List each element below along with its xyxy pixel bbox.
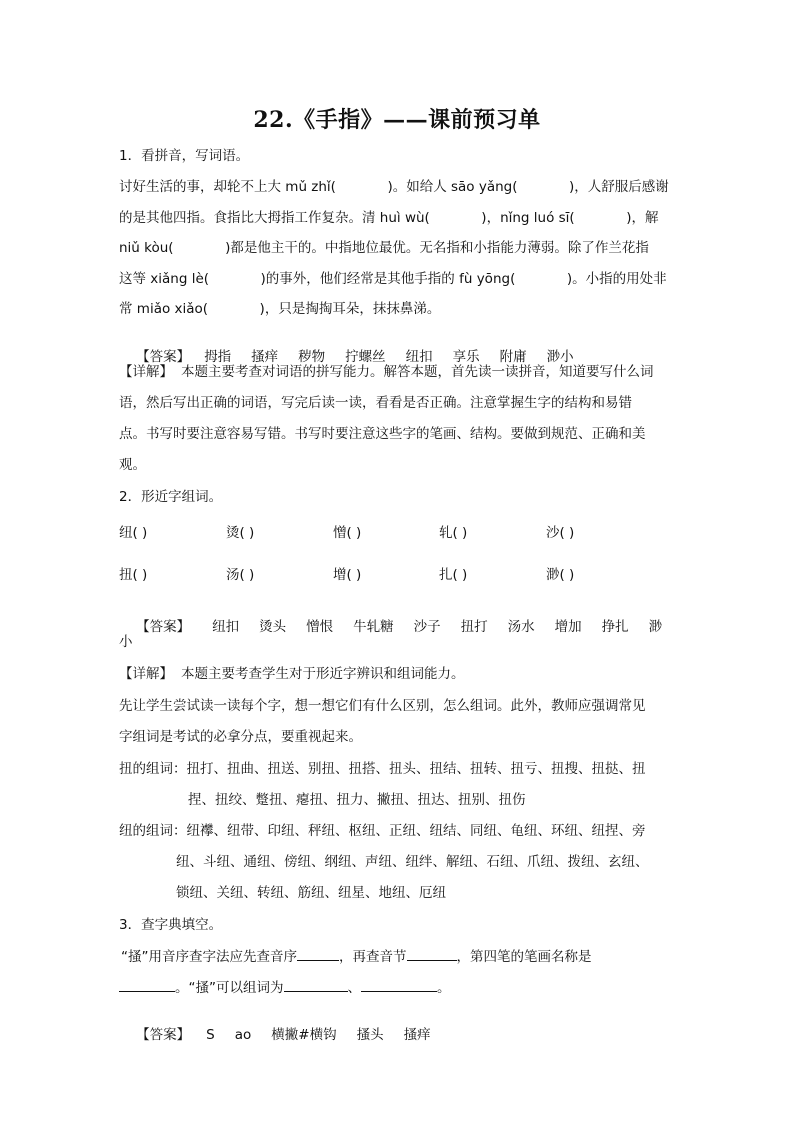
niu-group-line-2: 捏、扭绞、蹩扭、瘪扭、扭力、撇扭、扭达、扭别、扭伤	[188, 792, 526, 808]
answer-item: 纽扣	[212, 619, 240, 635]
q1-detail-line-3: 点。书写时要注意容易写错。书写时要注意这些字的笔画、结构。要做到规范、正确和美	[119, 426, 646, 442]
answer-item: 沙子	[413, 619, 441, 635]
answer-item: 渺	[648, 619, 663, 635]
answer-item: 横撇#横钩	[271, 1027, 337, 1043]
answer-item: 挣扎	[601, 619, 629, 635]
answer-item: 附庸	[499, 349, 527, 365]
blank-underline	[297, 948, 339, 961]
word-group-cell: 扎( )	[439, 567, 468, 583]
q1-line-1: 讨好生活的事，却轮不上大 mǔ zhǐ( )。如给人 sāo yǎng( )，人舒服后感谢	[119, 179, 669, 195]
answer-item: 搔头	[356, 1027, 384, 1043]
word-group-cell: 渺( )	[546, 567, 575, 583]
q3-answer-row	[119, 1011, 451, 1059]
detail-text: 本题主要考查对词语的拼写能力。解答本题，首先读一读拼音，知道要写什么词	[181, 364, 654, 380]
q3-text: 、	[347, 980, 361, 996]
answer-tag: 【答案】	[136, 1027, 191, 1043]
answer-item: 秽物	[298, 349, 326, 365]
q3-text: 。	[437, 980, 451, 996]
answer-item: 增加	[554, 619, 582, 635]
niu-group-label: 扭的组词：	[119, 761, 187, 777]
answer-item: S	[206, 1027, 215, 1043]
word-group-cell: 纽( )	[119, 525, 148, 541]
q2-para-line-1: 先让学生尝试读一读每个字，想一想它们有什么区别，怎么组词。此外，教师应强调常见	[119, 698, 646, 714]
blank-underline	[284, 979, 348, 992]
answer-item: 烫头	[259, 619, 287, 635]
word-group-cell: 轧( )	[439, 525, 468, 541]
niu-group-text: 扭打、扭曲、扭送、别扭、扭搭、扭头、扭结、扭转、扭亏、扭搜、扭挞、扭	[186, 761, 646, 777]
q1-line-3: niǔ kòu( )都是他主干的。中指地位最优。无名指和小指能力薄弱。除了作兰花指	[119, 240, 649, 256]
q3-line-1	[121, 948, 592, 965]
q3-line-2	[119, 979, 451, 996]
page-title: 22.《手指》——课前预习单	[253, 107, 541, 133]
word-group-cell: 汤( )	[226, 567, 255, 583]
q1-detail-line-4: 观。	[119, 457, 146, 473]
word-group-cell: 增( )	[333, 567, 362, 583]
word-group-cell: 扭( )	[119, 567, 148, 583]
q1-line-2: 的是其他四指。食指比大拇指工作复杂。清 huì wù( )，nǐng luó sī( )，解	[119, 210, 659, 226]
answer-item: 拇指	[204, 349, 232, 365]
answer-item: 汤水	[507, 619, 535, 635]
detail-tag: 【详解】	[119, 666, 173, 682]
detail-text: 本题主要考查学生对于形近字辨识和组词能力。	[181, 666, 465, 682]
word-group-cell: 烫( )	[226, 525, 255, 541]
answer-tag: 【答案】	[136, 619, 191, 635]
answer-tag: 【答案】	[136, 349, 191, 365]
q2-answer-row	[119, 603, 662, 651]
answer-item: 搔痒	[403, 1027, 431, 1043]
answer-item: 扭打	[460, 619, 488, 635]
niu2-group-line-1	[119, 823, 646, 839]
answer-item: 渺小	[546, 349, 574, 365]
q1-line-4: 这等 xiǎng lè( )的事外，他们经常是其他手指的 fù yōng( )。小指的用处非	[119, 271, 667, 287]
answer-item: 搔痒	[251, 349, 279, 365]
q2-detail-line	[119, 666, 465, 682]
blank-underline	[361, 979, 437, 992]
q3-text: “搔”用音序查字法应先查音序	[121, 949, 297, 965]
niu-group-line-1	[119, 761, 646, 777]
niu2-group-text: 纽襻、纽带、印纽、秤纽、枢纽、正纽、纽结、同纽、龟纽、环纽、纽捏、旁	[186, 823, 646, 839]
q1-detail-line-1	[119, 364, 654, 380]
q2-para-line-2: 字组词是考试的必拿分点，要重视起来。	[119, 729, 362, 745]
q3-text: 。“搔”可以组词为	[175, 980, 284, 996]
niu2-group-line-3: 锁纽、关纽、转纽、筋纽、纽星、地纽、厄纽	[176, 885, 446, 901]
q2-answer-wrap: 小	[119, 634, 133, 650]
q1-line-5: 常 miǎo xiǎo( )，只是掏掏耳朵，抹抹鼻涕。	[119, 301, 441, 317]
answer-item: 牛轧糖	[353, 619, 394, 635]
q3-text: ，再查音节	[339, 949, 407, 965]
q1-heading: 1．看拼音，写词语。	[119, 148, 250, 164]
answer-item: ao	[234, 1027, 252, 1043]
q3-text: ，第四笔的笔画名称是	[456, 949, 592, 965]
word-group-cell: 沙( )	[546, 525, 575, 541]
niu2-group-label: 纽的组词：	[119, 823, 187, 839]
answer-item: 享乐	[452, 349, 480, 365]
niu2-group-line-2: 纽、斗纽、通纽、傍纽、纲纽、声纽、纽绊、解纽、石纽、爪纽、拨纽、玄纽、	[176, 854, 649, 870]
detail-tag: 【详解】	[119, 364, 173, 380]
blank-underline	[119, 979, 175, 992]
q2-heading: 2．形近字组词。	[119, 489, 223, 505]
word-group-cell: 憎( )	[333, 525, 362, 541]
q3-heading: 3．查字典填空。	[119, 917, 223, 933]
q1-detail-line-2: 语，然后写出正确的词语，写完后读一读，看看是否正确。注意掌握生字的结构和易错	[119, 395, 632, 411]
answer-item: 纽扣	[405, 349, 433, 365]
blank-underline	[407, 948, 457, 961]
answer-item: 拧螺丝	[345, 349, 386, 365]
answer-item: 憎恨	[306, 619, 334, 635]
